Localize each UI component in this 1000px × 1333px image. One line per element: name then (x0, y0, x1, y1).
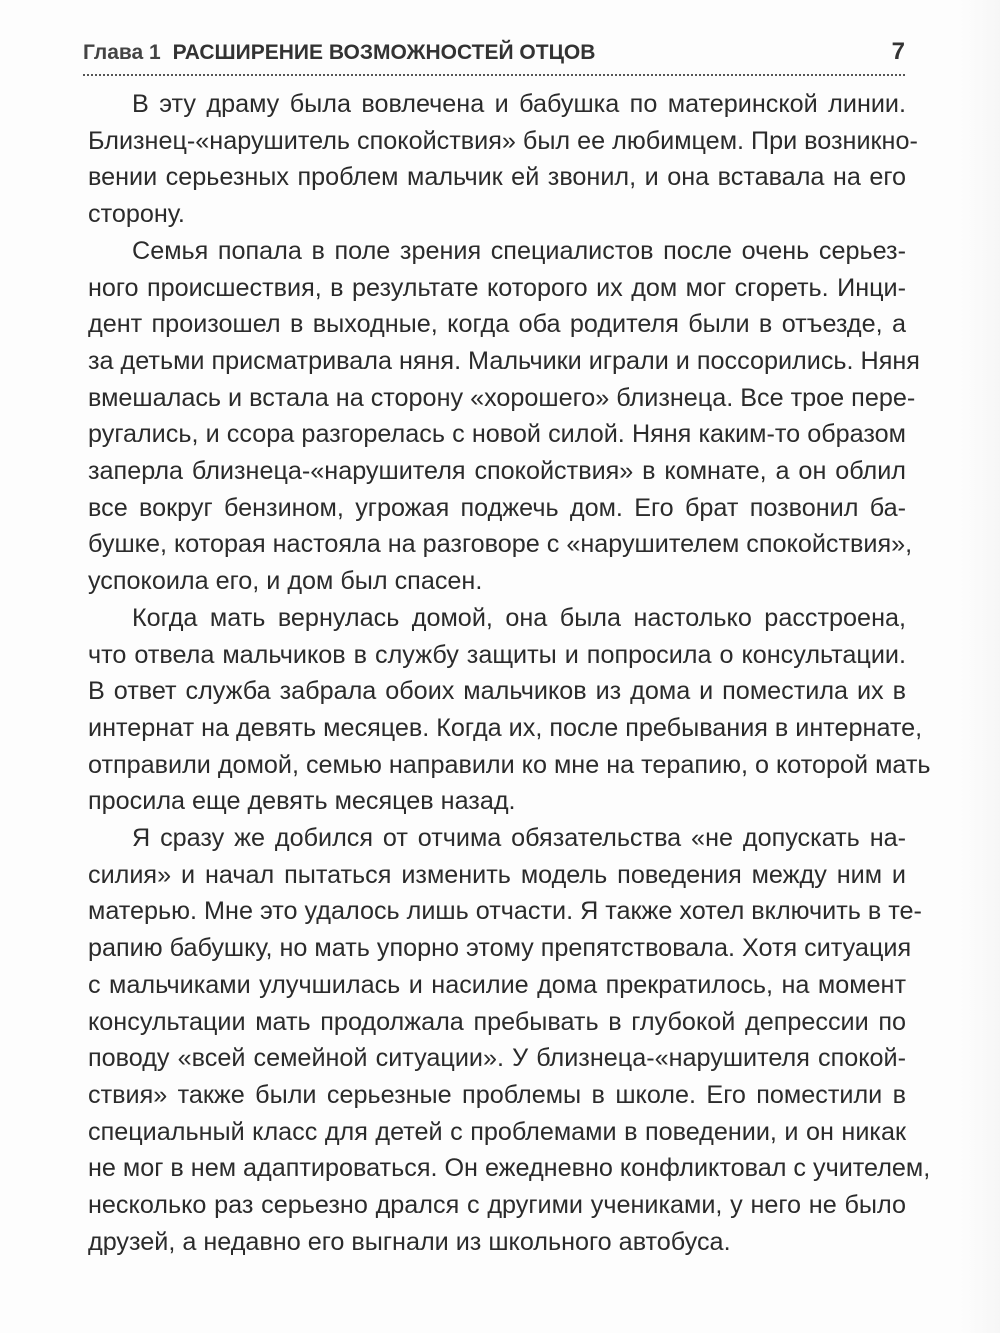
text-line: что отвела мальчиков в службу защиты и попросила о консультации. (88, 640, 906, 669)
text-line: заперла близнеца-«нарушителя спокойствия» в комнате, а он облил (88, 457, 906, 486)
text-line: рапию бабушку, но мать упорно этому препятствовала. Хотя ситуация (88, 934, 912, 963)
text-line: В ответ служба забрала обоих мальчиков из дома и поместила их в (88, 677, 906, 706)
text-line: дент произошел в выходные, когда оба родителя были в отъезде, а (88, 310, 906, 339)
chapter-label: Глава 1 (83, 41, 161, 64)
scan-edge-shading (960, 0, 1000, 1333)
text-line: сторону. (88, 200, 185, 229)
paragraph (88, 820, 931, 1260)
paragraph (88, 233, 920, 600)
text-line: просила еще девять месяцев назад. (88, 787, 516, 816)
text-line: друзей, а недавно его выгнали из школьного автобуса. (88, 1227, 731, 1256)
text-line: несколько раз серьезно дрался с другими учениками, у него не было (88, 1191, 906, 1220)
text-line: консультации мать продолжала пребывать в глубокой депрессии по (88, 1007, 906, 1036)
paragraph (88, 600, 931, 820)
text-line: Близнец-«нарушитель спокойствия» был ее любимцем. При возникно- (88, 126, 918, 155)
chapter-title: РАСШИРЕНИЕ ВОЗМОЖНОСТЕЙ ОТЦОВ (172, 41, 596, 64)
text-line: с мальчиками улучшилась и насилие дома прекратилось, на момент (88, 970, 906, 999)
body-text (88, 86, 931, 1261)
text-line: ругались, и ссора разгорелась с новой силой. Няня каким-то образом (88, 420, 906, 449)
text-line: отправили домой, семью направили ко мне на терапию, о которой мать (88, 750, 931, 779)
text-line: вмешалась и встала на сторону «хорошего» близнеца. Все трое пере- (88, 383, 916, 412)
text-line: В эту драму была вовлечена и бабушка по материнской линии. (132, 90, 906, 118)
text-line: ствия» также были серьезные проблемы в школе. Его поместили в (88, 1080, 906, 1109)
header-title-group (83, 41, 595, 65)
text-line: интернат на девять месяцев. Когда их, после пребывания в интернате, (88, 713, 923, 742)
text-line: поводу «всей семейной ситуации». У близнеца-«нарушителя спокой- (88, 1044, 906, 1073)
paragraph (88, 86, 918, 233)
text-line: матерью. Мне это удалось лишь отчасти. Я также хотел включить в те- (88, 897, 922, 926)
running-header (83, 38, 905, 74)
text-line: все вокруг бензином, угрожая поджечь дом. Его брат позвонил ба- (88, 493, 906, 522)
text-line: специальный класс для детей с проблемами в поведении, и он никак (88, 1117, 906, 1146)
page-number: 7 (891, 38, 905, 65)
text-line: Семья попала в поле зрения специалистов после очень серьез- (132, 236, 906, 265)
text-line: не мог в нем адаптироваться. Он ежедневно конфликтовал с учителем, (88, 1154, 931, 1183)
text-line: успокоила его, и дом был спасен. (88, 567, 483, 596)
text-line: Я сразу же добился от отчима обязательства «не допускать на- (132, 824, 906, 853)
text-line: ного происшествия, в результате которого их дом мог сгореть. Инци- (88, 273, 906, 302)
text-line: бушке, которая настояла на разговоре с «нарушителем спокойствия», (88, 530, 913, 559)
header-dotted-rule (83, 74, 905, 76)
text-line: вении серьезных проблем мальчик ей звонил, и она вставала на его (88, 163, 906, 192)
text-line: Когда мать вернулась домой, она была настолько расстроена, (132, 603, 906, 632)
text-line: за детьми присматривала няня. Мальчики играли и поссорились. Няня (88, 346, 920, 375)
text-line: силия» и начал пытаться изменить модель поведения между ним и (88, 860, 906, 889)
